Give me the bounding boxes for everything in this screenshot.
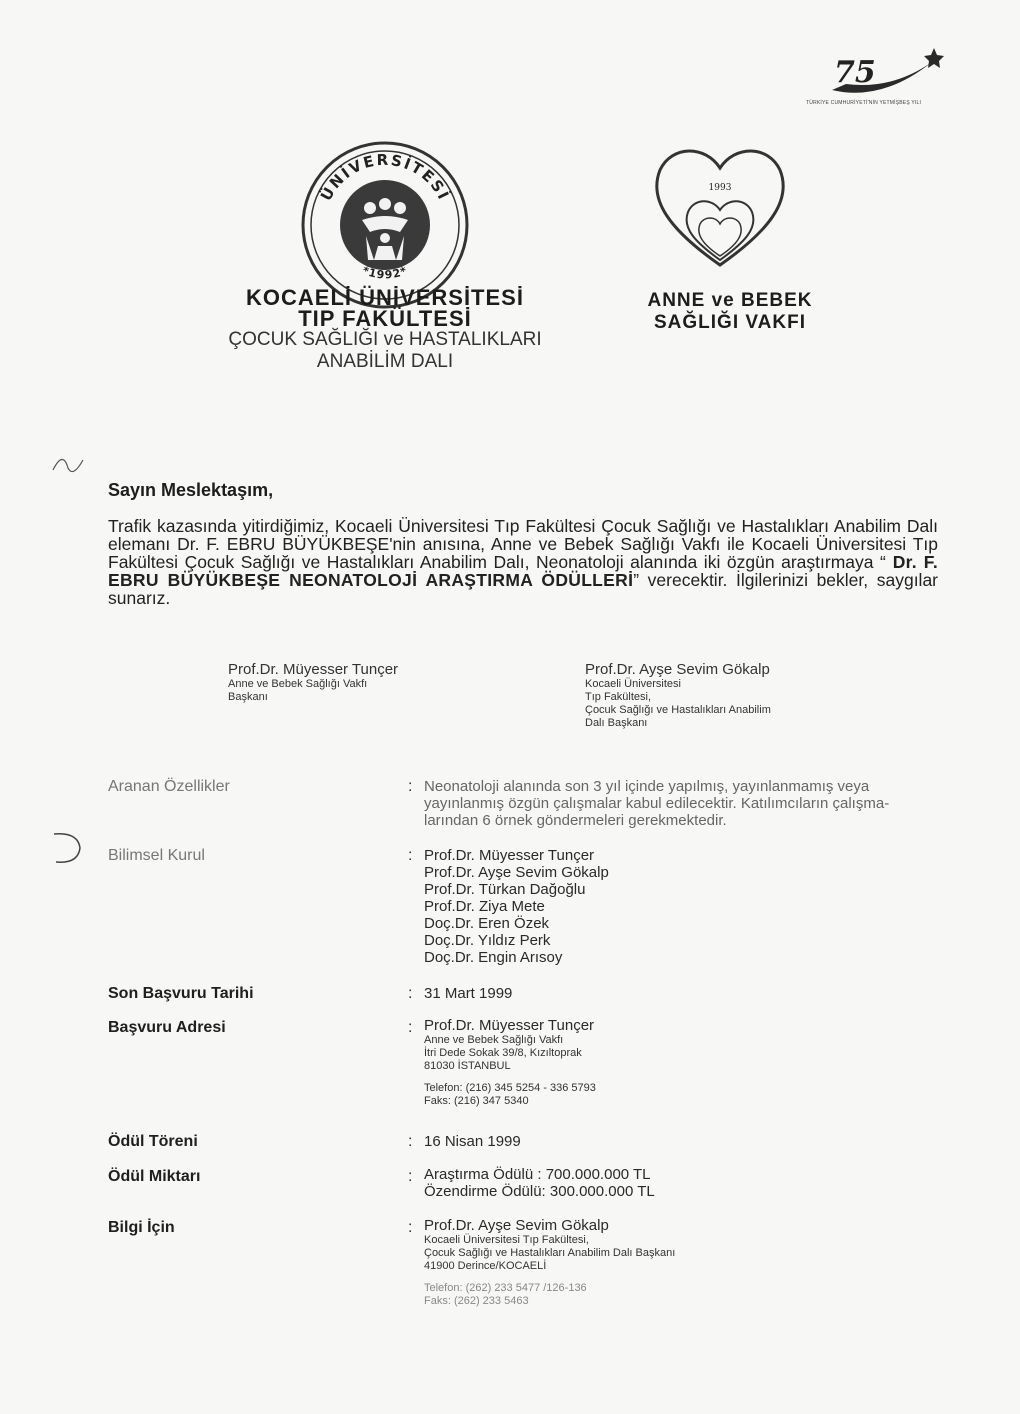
info-label: Bilgi İçin [108, 1219, 175, 1236]
letter-greeting: Sayın Meslektaşım, [108, 480, 274, 500]
address-name: Prof.Dr. Müyesser Tunçer [424, 1017, 595, 1034]
criteria-line: larından 6 örnek göndermeleri gerekmektedir. [424, 812, 727, 829]
letter-intro-text: Trafik kazasında yitirdiğimiz, Kocaeli Üniversitesi Tıp Fakültesi Çocuk Sağlığı ve Hastalıkları Anabilim Dalı elemanı Dr. F. EBRU BÜYÜKBEŞE'nin anısına, Anne ve Bebek Sağlığı Vakfı ile Kocaeli Üniversitesi Tıp Fakültesi Çocuk Sağlığı ve Hastalıkları Anabilim Dalı, Neonatoloji alanında iki özgün araştırmaya “ [108, 516, 938, 572]
amount-colon: : [408, 1168, 413, 1185]
criteria-line: yayınlanmış özgün çalışmalar kabul edilecektir. Katılımcıların çalışma- [424, 795, 890, 812]
foundation-header [610, 290, 850, 334]
committee-member: Doç.Dr. Engin Arısoy [424, 949, 563, 966]
committee-member: Prof.Dr. Türkan Dağoğlu [424, 881, 586, 898]
foundation-name-line-2: SAĞLIĞI VAKFI [654, 312, 806, 333]
ceremony-value: 16 Nisan 1999 [424, 1133, 521, 1150]
nested-hearts-icon [640, 140, 800, 270]
seal-ring-text: ÜNİVERSİTESİ [316, 150, 454, 204]
margin-punch-mark-icon [48, 828, 88, 868]
address-colon: : [408, 1019, 413, 1036]
committee-member: Prof.Dr. Ayşe Sevim Gökalp [424, 864, 609, 881]
ceremony-label: Ödül Töreni [108, 1133, 198, 1150]
encouragement-award-amount: Özendirme Ödülü: 300.000.000 TL [424, 1183, 655, 1200]
signature-block-department [585, 662, 771, 730]
address-label: Başvuru Adresi [108, 1019, 226, 1036]
committee-colon: : [408, 847, 413, 864]
signature-block-foundation [228, 662, 398, 704]
amount-value [424, 1166, 655, 1200]
deadline-colon: : [408, 985, 413, 1002]
info-value [424, 1217, 675, 1308]
department-line-2: ANABİLİM DALI [316, 351, 454, 372]
margin-scribble-icon [48, 440, 88, 480]
signatory-title-line: Kocaeli Üniversitesi [585, 678, 681, 690]
committee-member: Prof.Dr. Müyesser Tunçer [424, 847, 595, 864]
info-line: Kocaeli Üniversitesi Tıp Fakültesi, [424, 1234, 589, 1246]
signatory-title-line: Anne ve Bebek Sağlığı Vakfı [228, 678, 368, 690]
ceremony-colon: : [408, 1133, 413, 1150]
letter-closing-text: ” verecektir. İlgilerinizi bekler, saygılar sunarız. [108, 570, 938, 608]
criteria-colon: : [408, 778, 413, 795]
info-colon: : [408, 1219, 413, 1236]
committee-member: Doç.Dr. Eren Özek [424, 915, 550, 932]
faculty-name: TIP FAKÜLTESİ [298, 306, 472, 331]
committee-members [424, 847, 609, 966]
criteria-label: Aranan Özellikler [108, 778, 230, 795]
star-icon [924, 48, 944, 68]
seal-year: *1992* [360, 263, 410, 282]
address-value [424, 1017, 596, 1108]
signatory-name: Prof.Dr. Müyesser Tunçer [228, 661, 399, 678]
department-line-1: ÇOCUK SAĞLIĞI ve HASTALIKLARI [228, 329, 542, 350]
criteria-value [424, 778, 889, 829]
info-fax: Faks: (262) 233 5463 [424, 1295, 529, 1307]
award-name: Dr. F. EBRU BÜYÜKBEŞE NEONATOLOJİ ARAŞTIRMA ÖDÜLLERİ [108, 552, 938, 590]
research-award-amount: Araştırma Ödülü : 700.000.000 TL [424, 1166, 651, 1183]
address-phone: Telefon: (216) 345 5254 - 336 5793 [424, 1082, 596, 1094]
letter-body [108, 517, 938, 607]
committee-member: Prof.Dr. Ziya Mete [424, 898, 545, 915]
deadline-value: 31 Mart 1999 [424, 985, 513, 1002]
amount-label: Ödül Miktarı [108, 1168, 201, 1185]
deadline-label: Son Başvuru Tarihi [108, 985, 254, 1002]
signatory-title-line: Çocuk Sağlığı ve Hastalıkları Anabilim [585, 704, 771, 716]
info-line: 41900 Derince/KOCAELİ [424, 1260, 547, 1272]
address-line: İtri Dede Sokak 39/8, Kızıltoprak [424, 1047, 582, 1059]
signatory-name: Prof.Dr. Ayşe Sevim Gökalp [585, 661, 770, 678]
info-name: Prof.Dr. Ayşe Sevim Gökalp [424, 1217, 609, 1234]
address-fax: Faks: (216) 347 5340 [424, 1095, 529, 1107]
anniversary-caption: TÜRKİYE CUMHURİYETİ'NİN YETMİŞBEŞ YILI [806, 100, 922, 106]
signatory-title-line: Tıp Fakültesi, [585, 691, 652, 703]
signatory-title-line: Dalı Başkanı [585, 717, 648, 729]
info-phone: Telefon: (262) 233 5477 /126-136 [424, 1282, 587, 1294]
anniversary-numeral: 75 [834, 55, 876, 90]
foundation-year: 1993 [708, 183, 732, 193]
university-name: KOCAELİ ÜNİVERSİTESİ [246, 285, 524, 310]
info-line: Çocuk Sağlığı ve Hastalıkları Anabilim Dalı Başkanı [424, 1247, 676, 1259]
address-line: 81030 İSTANBUL [424, 1060, 511, 1072]
signatory-title-line: Başkanı [228, 691, 268, 703]
anniversary-logo [812, 40, 962, 104]
address-line: Anne ve Bebek Sağlığı Vakfı [424, 1034, 564, 1046]
criteria-line: Neonatoloji alanında son 3 yıl içinde yapılmış, yayınlanmamış veya [424, 778, 870, 795]
committee-member: Doç.Dr. Yıldız Perk [424, 932, 551, 949]
foundation-name-line-1: ANNE ve BEBEK [647, 290, 813, 311]
committee-label: Bilimsel Kurul [108, 847, 205, 864]
university-header [200, 287, 570, 373]
